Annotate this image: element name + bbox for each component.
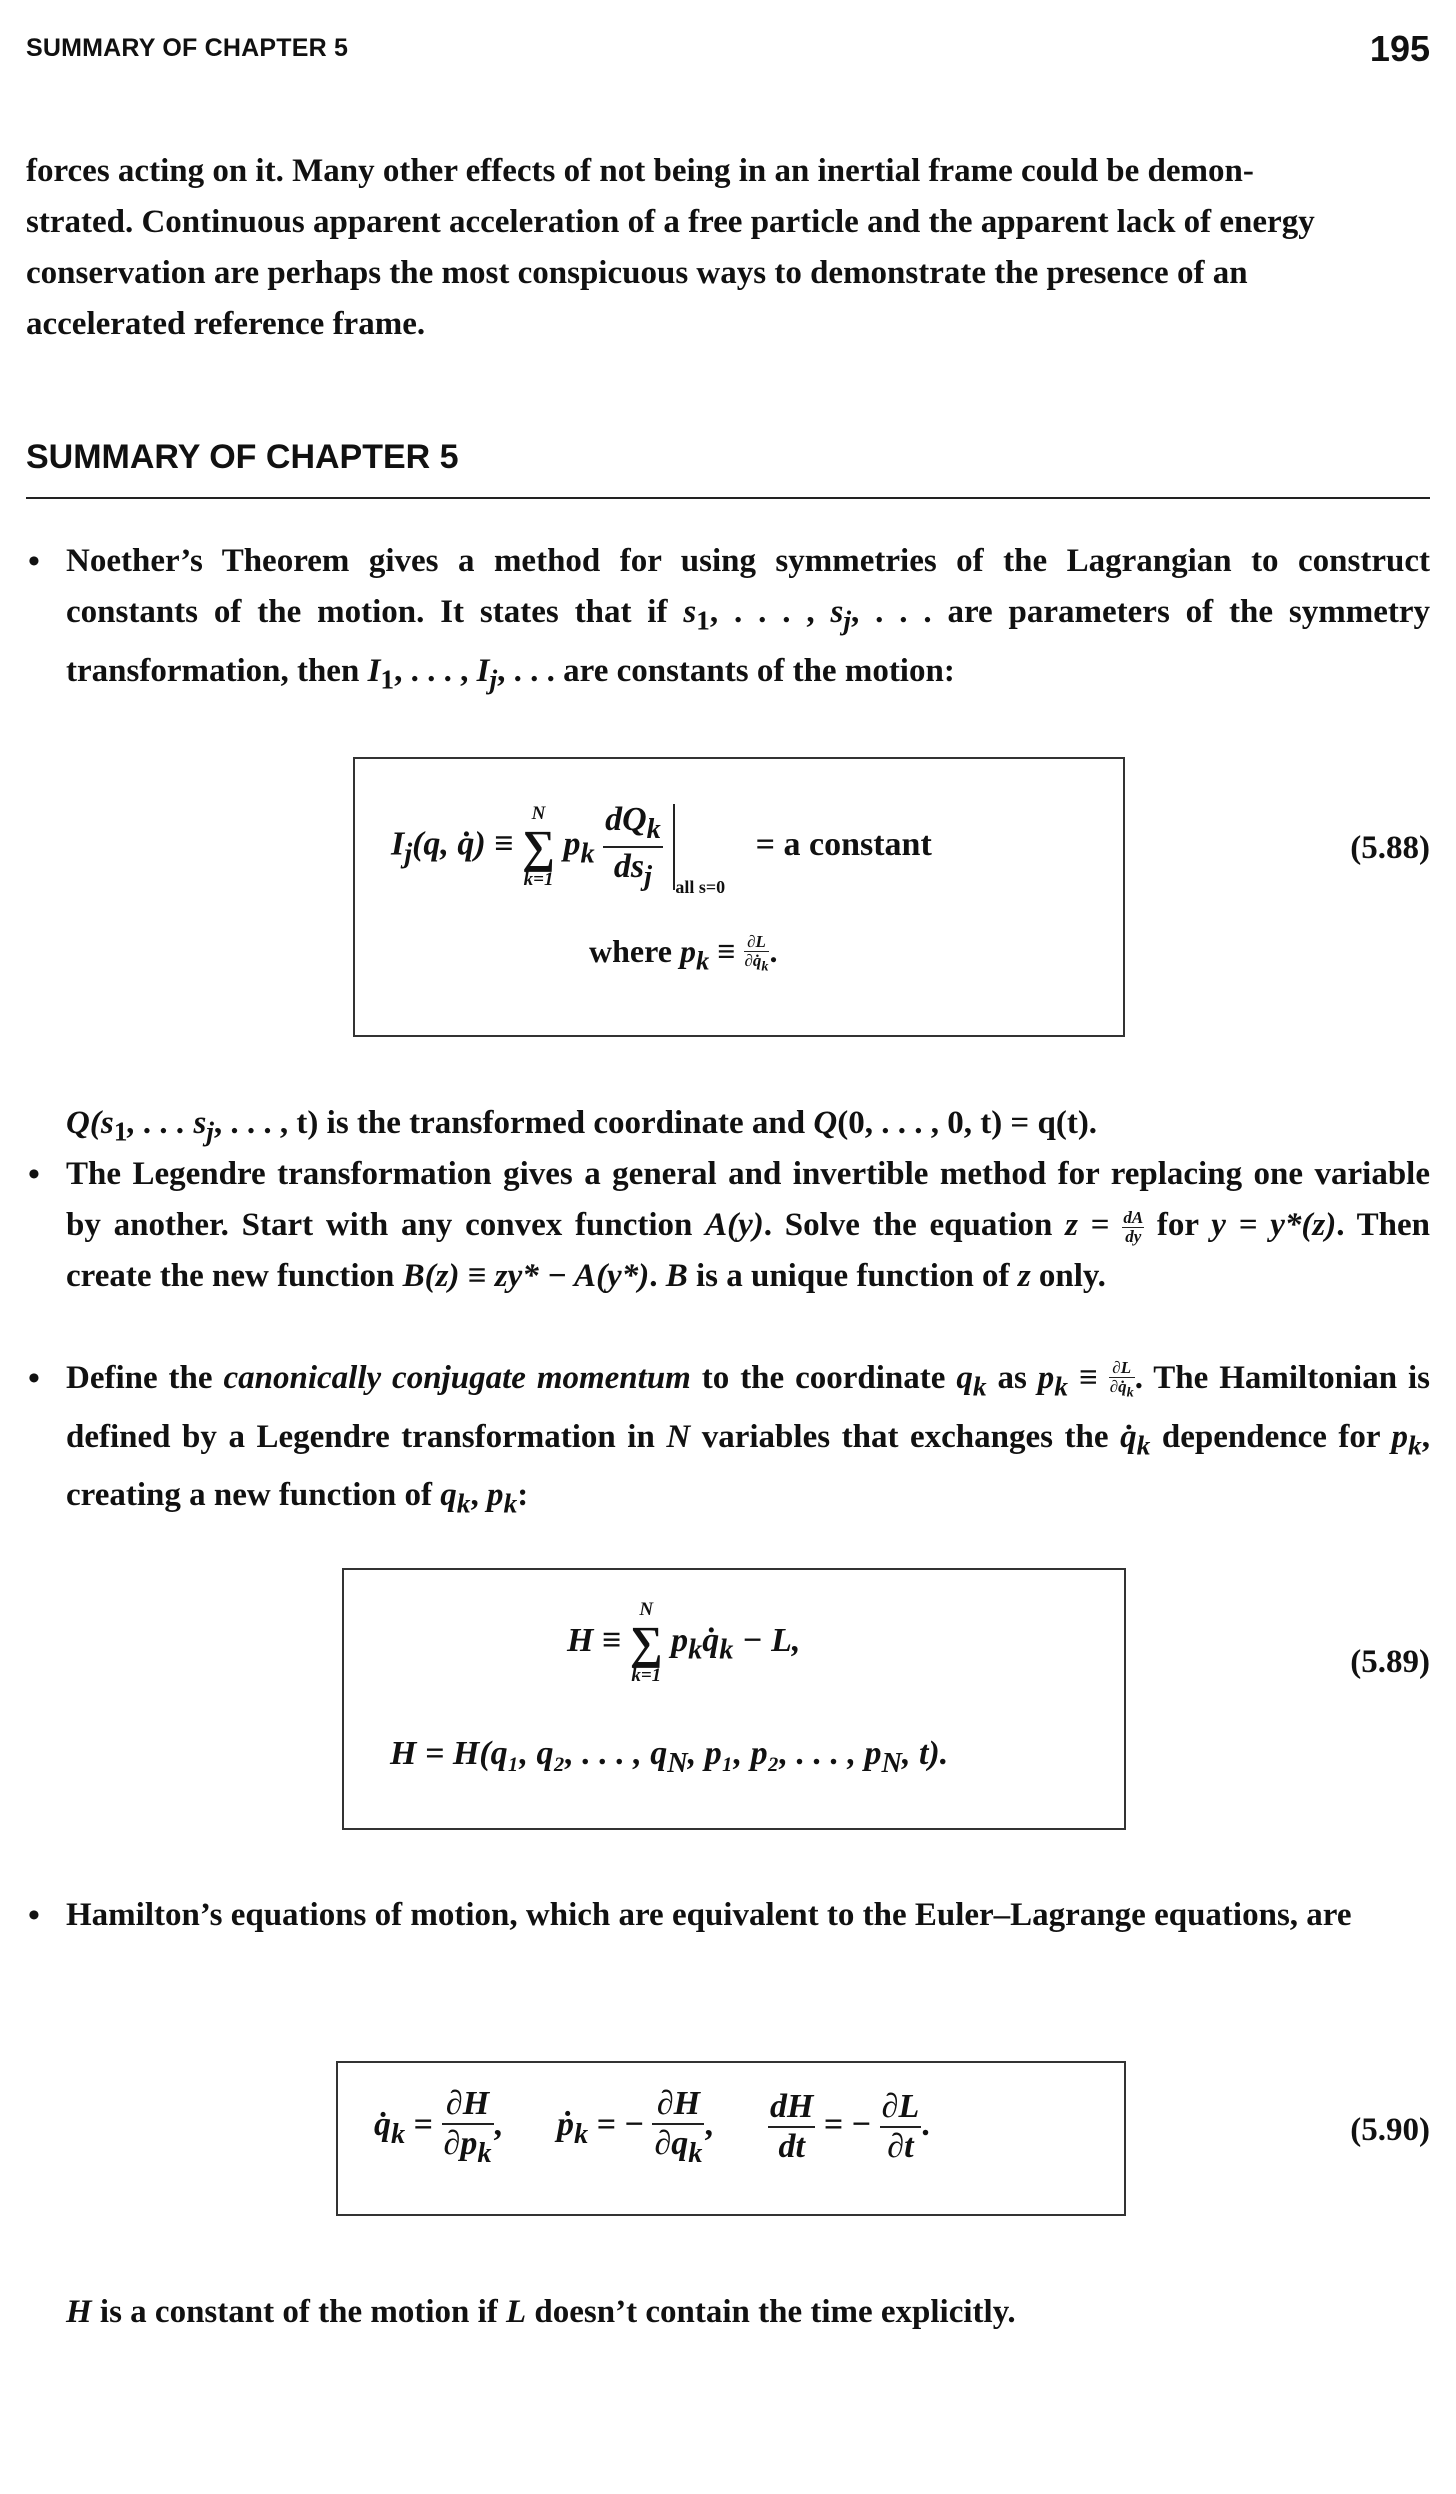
fraction-numerator: ∂L [1109,1359,1135,1378]
equation-box-5-88 [353,757,1125,1037]
math-expr: B(z) ≡ zy* − A(y*) [402,1258,650,1294]
text-run: . [769,933,778,969]
equation-5-88-main [391,801,932,898]
math-symbol: s [683,594,697,630]
equation-number-5-88: (5.88) [1350,830,1430,866]
math-symbol: Q [66,1105,90,1141]
fraction-dH-dt [768,2088,815,2166]
math-operator: = − [823,2106,872,2144]
math-symbol: I [367,652,381,689]
math-subscript: N [667,1747,688,1779]
textbook-page [26,0,1430,2494]
math-expr: dQ [605,801,647,838]
equation-number-5-89: (5.89) [1350,1644,1430,1680]
section-heading: SUMMARY OF CHAPTER 5 [26,438,459,476]
math-expr: y = y*(z) [1211,1207,1337,1243]
bullet-hamiltonian [26,1353,1430,1529]
math-subscript: k [574,2119,589,2150]
text-run: . The Hamiltonian is defined by a Legendre transformation in [66,1360,1430,1455]
intro-line: strated. Continuous apparent acceleration of a free particle and the apparent lack of energy [26,204,1315,240]
math-symbol: N [666,1418,691,1455]
fraction-dQ-ds [603,801,663,893]
math-subscript: j [206,1115,214,1147]
bullet-dot: • [28,1360,40,1397]
math-expr: − L, [733,1621,801,1659]
math-symbol: q̇ [374,2106,391,2144]
math-expr: (s [89,1105,114,1141]
math-subscript: j [404,838,413,870]
equation-box-5-90 [336,2061,1126,2216]
fraction-denominator: ∂t [887,2128,914,2166]
text-run: , [704,2106,713,2144]
sum-upper-limit: N [531,802,546,824]
math-symbol: p [487,1477,504,1514]
sum-upper-limit: N [639,1599,654,1620]
text-run: Noether’s Theorem gives a method for using symmetries of the Lagrangian to construct constants of the motion. It states that if [66,543,1430,630]
text-run: is a unique function of [687,1258,1018,1294]
math-expr: (q, q̇) ≡ [412,825,514,863]
bullet-text [66,1353,1430,1529]
text-run: dependence for [1150,1418,1392,1455]
text-run: , [493,2106,503,2144]
math-subscript: k [580,838,595,870]
text-run: is a constant of the motion if [91,2294,506,2330]
math-operator: = − [596,2106,644,2144]
text-run: to the coordinate [690,1360,957,1396]
math-expr: H ≡ [567,1621,622,1659]
math-expr: ∂q [654,2125,689,2162]
math-subscript: k [972,1370,987,1402]
math-symbol: q̇ [1120,1418,1137,1455]
math-symbol: ṗ [557,2106,575,2144]
math-subscript: j [843,604,851,636]
math-symbol: I [391,825,405,863]
transformed-coordinate-line [66,1098,1430,1157]
sum-lower-limit: k=1 [523,868,554,890]
equation-box-5-89 [342,1568,1126,1830]
math-symbol: q [440,1477,457,1514]
sigma-glyph: ∑ [522,820,555,872]
math-subscript: k [477,2137,492,2169]
running-head: SUMMARY OF CHAPTER 5 [26,34,349,62]
math-symbol: p [1037,1360,1055,1396]
math-symbol: s [830,594,844,630]
math-subscript: 1 [380,663,395,695]
sigma-glyph: ∑ [629,1617,663,1668]
math-subscript: k [1136,1429,1151,1461]
math-expr: = a constant [755,825,932,863]
math-expr: ∂q̇ [1109,1377,1127,1397]
fraction-numerator: dH [768,2088,815,2128]
fraction-denominator [652,2125,704,2170]
text-run: as [986,1360,1038,1396]
text-run: only. [1030,1258,1106,1294]
math-subscript: k [1054,1370,1069,1402]
math-symbol: p [679,933,696,969]
bullet-dot: • [28,1156,40,1193]
text-run: doesn’t contain the time explicitly. [526,2294,1016,2330]
sum-lower-limit: k=1 [631,1665,662,1686]
math-operator: ≡ [717,933,736,969]
math-symbol: z [1065,1207,1078,1243]
fraction-denominator [1109,1378,1135,1401]
bullet-dot: • [28,543,40,580]
fraction-numerator: ∂H [442,2085,494,2125]
math-expr: A(y) [705,1207,764,1243]
math-expr: ds [613,847,645,885]
intro-line: conservation are perhaps the most conspicuous ways to demonstrate the presence of an [26,255,1248,291]
text-run: , . . . , [394,652,477,689]
intro-paragraph [26,146,1430,350]
math-symbol: I [476,652,490,689]
fraction-numerator [603,801,663,848]
text-run: . [921,2106,930,2144]
text-run: variables that exchanges the [690,1418,1121,1455]
math-subscript: k [719,1634,734,1666]
math-subscript: k [391,2119,406,2150]
text-run: , . . . , t) is the transformed coordinate and [213,1105,814,1141]
text-run: . Then create the new function [66,1207,1430,1294]
math-symbol: p [563,825,581,863]
math-subscript: k [761,958,769,975]
page-number: 195 [1369,28,1430,69]
fraction-numerator: ∂L [880,2088,922,2128]
equation-5-90-main [374,2085,930,2170]
fraction-numerator: ∂H [652,2085,704,2125]
math-operator: ≡ [1068,1360,1109,1396]
bullet-legendre [26,1149,1430,1302]
fraction-denominator: dt [778,2128,805,2166]
math-operator: = [413,2106,434,2144]
fraction-dA-dy [1122,1209,1144,1246]
math-symbol: H [66,2294,92,2330]
math-expr: ∂p [443,2125,478,2162]
math-subscript: k [1408,1429,1422,1461]
math-expr: , p₁, p₂, . . . , p [687,1735,882,1772]
math-symbol: q̇ [702,1621,720,1659]
fraction-denominator [442,2125,494,2170]
math-subscript: k [503,1487,518,1519]
math-symbol: Q [813,1105,838,1141]
fraction-denominator [603,848,663,893]
fraction-denominator: dy [1125,1226,1142,1246]
math-symbol: B [665,1258,688,1294]
fraction-dL-dt [880,2088,922,2166]
fraction-numerator: ∂L [744,933,770,952]
math-subscript: k [646,813,661,845]
math-expr: , t). [901,1735,949,1772]
text-run: where [589,933,672,969]
text-run: , . . . , [709,594,831,630]
section-rule [26,497,1430,499]
evaluation-condition: all s=0 [675,876,726,897]
bullet-noether [26,536,1430,704]
math-expr: H = H(q₁, q₂, . . . , q [390,1735,668,1772]
math-subscript: k [1126,1384,1134,1401]
text-run: , . . . are parameters of the symmetry transformation, then [66,594,1430,689]
intro-line: accelerated reference frame. [26,306,426,342]
text-run: . Solve the equation [763,1207,1066,1243]
text-run: , [470,1477,488,1514]
intro-line: forces acting on it. Many other effects of not being in an inertial frame could be demon- [26,153,1254,189]
equation-number-5-90: (5.90) [1350,2112,1430,2148]
math-symbol: p [671,1621,689,1659]
math-subscript: j [644,860,653,892]
math-operator: = [1077,1207,1123,1243]
math-symbol: z [1017,1258,1031,1294]
fraction-denominator [744,952,770,975]
text-run: : [517,1477,529,1514]
fraction-dL-dqdot [744,933,770,975]
summation-symbol [522,804,555,890]
math-expr: ∂q̇ [744,951,762,971]
closing-sentence [66,2287,1430,2338]
math-subscript: k [695,945,710,976]
math-subscript: N [881,1747,902,1779]
text-run: Define the [66,1360,224,1396]
math-subscript: k [688,1634,703,1666]
equation-5-89-line1 [567,1600,800,1686]
text-run: The Legendre transformation gives a general and invertible method for replacing one variable by another. Start with any convex function [66,1156,1430,1243]
math-subscript: k [688,2137,703,2169]
math-subscript: k [456,1487,471,1519]
text-run: . [649,1258,666,1294]
bullet-text [66,1149,1430,1302]
fraction-dH-dp [442,2085,494,2170]
math-expr: (0, . . . , 0, t) = q(t). [837,1105,1098,1141]
fraction-dH-dq [652,2085,704,2170]
bullet-hamilton-equations [26,1890,1430,1941]
math-subscript: 1 [113,1115,128,1147]
emphasis-term: canonically conjugate momentum [223,1360,691,1396]
math-subscript: j [489,663,498,695]
text-run: , . . . are constants of the motion: [497,652,955,689]
fraction-dL-dqdot [1109,1359,1135,1401]
fraction-numerator: dA [1123,1207,1144,1227]
bullet-text [66,536,1430,704]
math-expr: , . . . s [127,1105,207,1141]
bullet-text: Hamilton’s equations of motion, which are equivalent to the Euler–Lagrange equations, are [66,1897,1352,1933]
text-run: , creating a new function of [66,1418,1430,1514]
math-symbol: q [956,1360,973,1396]
summation-symbol [630,1600,663,1686]
bullet-dot: • [28,1897,40,1934]
math-symbol: p [1391,1418,1408,1455]
math-symbol: L [506,2294,527,2330]
text-run: for [1144,1207,1212,1243]
equation-5-88-where [589,933,777,976]
math-subscript: 1 [696,604,710,636]
equation-5-89-line2 [390,1735,948,1780]
